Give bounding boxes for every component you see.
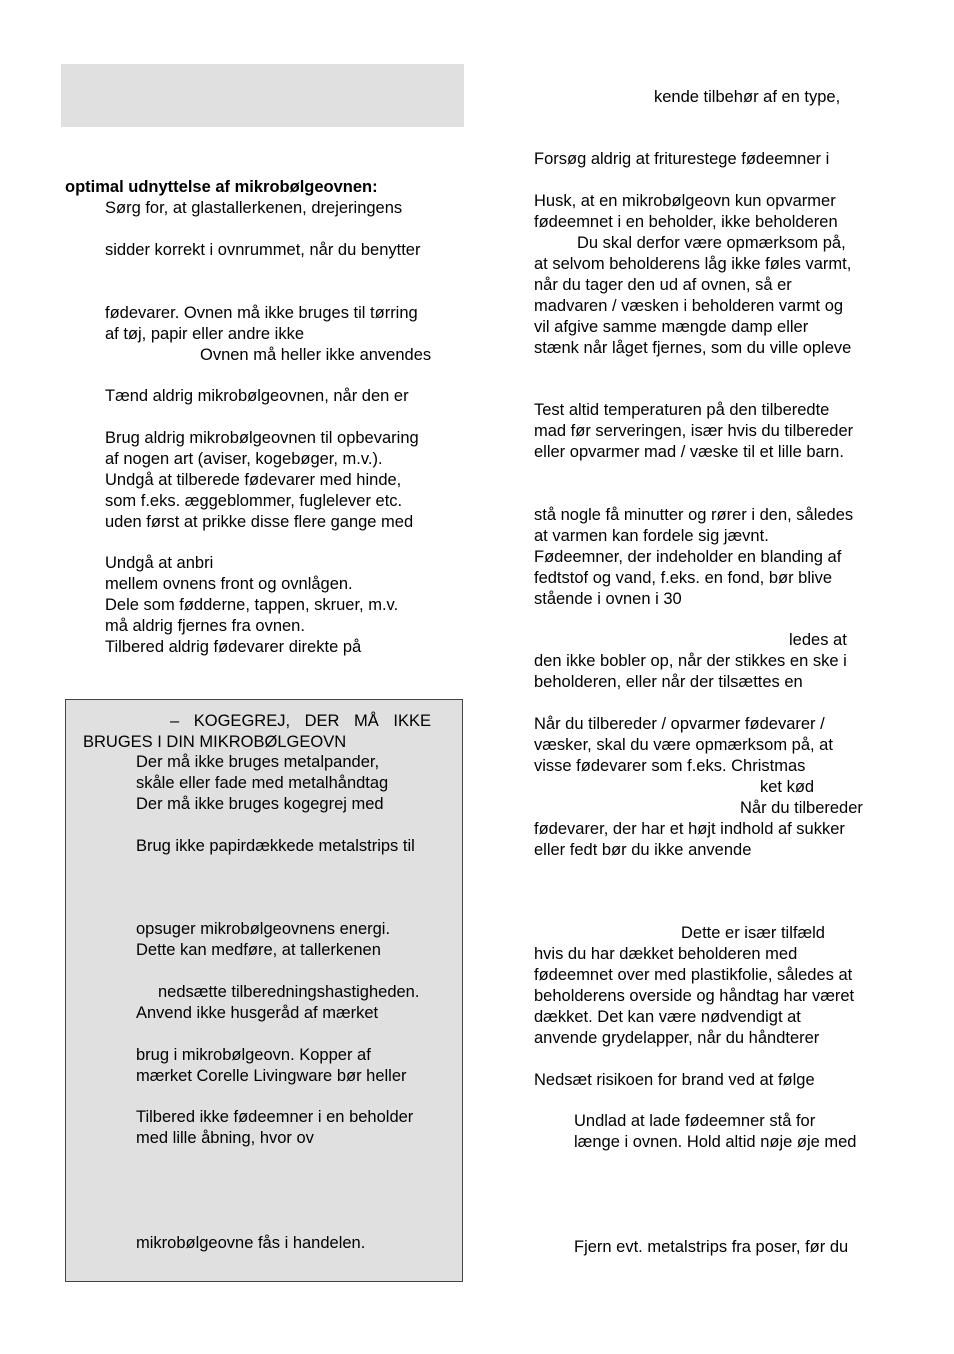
box-line: nedsætte tilberedningshastigheden. bbox=[158, 983, 420, 1001]
section-heading: optimal udnyttelse af mikrobølgeovnen: bbox=[65, 178, 378, 196]
right-line: stænk når låget fjernes, som du ville opleve bbox=[534, 339, 852, 357]
right-line: madvaren / væsken i beholderen varmt og bbox=[534, 297, 844, 315]
right-line: Du skal derfor være opmærksom på, bbox=[577, 234, 846, 252]
right-line: anvende grydelapper, når du håndterer bbox=[534, 1029, 820, 1047]
left-line: mellem ovnens front og ovnlågen. bbox=[105, 575, 353, 593]
box-line: Der må ikke bruges metalpander, bbox=[136, 753, 380, 771]
left-line: Tænd aldrig mikrobølgeovnen, når den er bbox=[105, 387, 409, 405]
right-line: vil afgive samme mængde damp eller bbox=[534, 318, 809, 336]
right-line: Fødeemner, der indeholder en blanding af bbox=[534, 548, 842, 566]
box-line: Der må ikke bruges kogegrej med bbox=[136, 795, 384, 813]
box-line: Tilbered ikke fødeemner i en beholder bbox=[136, 1108, 414, 1126]
left-line: uden først at prikke disse flere gange med bbox=[105, 513, 414, 531]
box-line: mærket Corelle Livingware bør heller bbox=[136, 1067, 407, 1085]
left-line: Undgå at anbri bbox=[105, 554, 214, 572]
left-line: af tøj, papir eller andre ikke bbox=[105, 325, 305, 343]
right-line: visse fødevarer som f.eks. Christmas bbox=[534, 757, 806, 775]
header-box bbox=[61, 64, 464, 127]
left-line: Brug aldrig mikrobølgeovnen til opbevaring bbox=[105, 429, 419, 447]
right-line: længe i ovnen. Hold altid nøje øje med bbox=[574, 1133, 857, 1151]
box-line: Dette kan medføre, at tallerkenen bbox=[136, 941, 381, 959]
left-line: af nogen art (aviser, kogebøger, m.v.). bbox=[105, 450, 383, 468]
left-line: Sørg for, at glastallerkenen, drejeringens bbox=[105, 199, 403, 217]
left-line: må aldrig fjernes fra ovnen. bbox=[105, 617, 305, 635]
box-line: med lille åbning, hvor ov bbox=[136, 1129, 314, 1147]
right-line: væsker, skal du være opmærksom på, at bbox=[534, 736, 833, 754]
right-line: eller fedt bør du ikke anvende bbox=[534, 841, 752, 859]
right-line: ket kød bbox=[760, 778, 815, 796]
right-line: Når du tilbereder / opvarmer fødevarer / bbox=[534, 715, 825, 733]
box-title: BRUGES I DIN MIKROBØLGEOVN bbox=[83, 733, 347, 751]
right-line: hvis du har dækket beholderen med bbox=[534, 945, 798, 963]
right-line: stå nogle få minutter og rører i den, således bbox=[534, 506, 854, 524]
right-line: at varmen kan fordele sig jævnt. bbox=[534, 527, 769, 545]
right-line: Når du tilbereder bbox=[740, 799, 863, 817]
right-line: fedtstof og vand, f.eks. en fond, bør blive bbox=[534, 569, 833, 587]
right-line: mad før serveringen, især hvis du tilbereder bbox=[534, 422, 854, 440]
right-line: Nedsæt risikoen for brand ved at følge bbox=[534, 1071, 815, 1089]
right-line: kende tilbehør af en type, bbox=[654, 88, 841, 106]
box-line: brug i mikrobølgeovn. Kopper af bbox=[136, 1046, 371, 1064]
right-line: beholderen, eller når der tilsættes en bbox=[534, 673, 803, 691]
right-line: stående i ovnen i 30 bbox=[534, 590, 682, 608]
right-line: når du tager den ud af ovnen, så er bbox=[534, 276, 792, 294]
box-line: mikrobølgeovne fås i handelen. bbox=[136, 1234, 366, 1252]
right-line: Undlad at lade fødeemner stå for bbox=[574, 1112, 816, 1130]
right-line: dækket. Det kan være nødvendigt at bbox=[534, 1008, 801, 1026]
left-line: Ovnen må heller ikke anvendes bbox=[200, 346, 432, 364]
right-line: eller opvarmer mad / væske til et lille barn. bbox=[534, 443, 844, 461]
box-line: Brug ikke papirdækkede metalstrips til bbox=[136, 837, 415, 855]
right-line: Fjern evt. metalstrips fra poser, før du bbox=[574, 1238, 849, 1256]
box-line: opsuger mikrobølgeovnens energi. bbox=[136, 920, 391, 938]
right-line: at selvom beholderens låg ikke føles varmt, bbox=[534, 255, 852, 273]
left-line: Dele som fødderne, tappen, skruer, m.v. bbox=[105, 596, 399, 614]
box-line: skåle eller fade med metalhåndtag bbox=[136, 774, 389, 792]
right-line: den ikke bobler op, når der stikkes en ske i bbox=[534, 652, 847, 670]
right-line: Dette er især tilfæld bbox=[681, 924, 825, 942]
left-line: fødevarer. Ovnen må ikke bruges til tørring bbox=[105, 304, 418, 322]
right-line: fødeemnet over med plastikfolie, således at bbox=[534, 966, 853, 984]
right-line: Husk, at en mikrobølgeovn kun opvarmer bbox=[534, 192, 836, 210]
left-line: som f.eks. æggeblommer, fuglelever etc. bbox=[105, 492, 403, 510]
left-line: sidder korrekt i ovnrummet, når du benytter bbox=[105, 241, 421, 259]
right-line: fødeemnet i en beholder, ikke beholderen bbox=[534, 213, 838, 231]
right-line: Forsøg aldrig at friturestege fødeemner i bbox=[534, 150, 830, 168]
right-line: ledes at bbox=[789, 631, 847, 649]
box-line: Anvend ikke husgeråd af mærket bbox=[136, 1004, 379, 1022]
left-line: Undgå at tilberede fødevarer med hinde, bbox=[105, 471, 402, 489]
left-line: Tilbered aldrig fødevarer direkte på bbox=[105, 638, 362, 656]
right-line: fødevarer, der har et højt indhold af sukker bbox=[534, 820, 845, 838]
box-title: – KOGEGREJ, DER MÅ IKKE bbox=[170, 712, 431, 730]
right-line: beholderens overside og håndtag har været bbox=[534, 987, 855, 1005]
right-line: Test altid temperaturen på den tilberedte bbox=[534, 401, 830, 419]
